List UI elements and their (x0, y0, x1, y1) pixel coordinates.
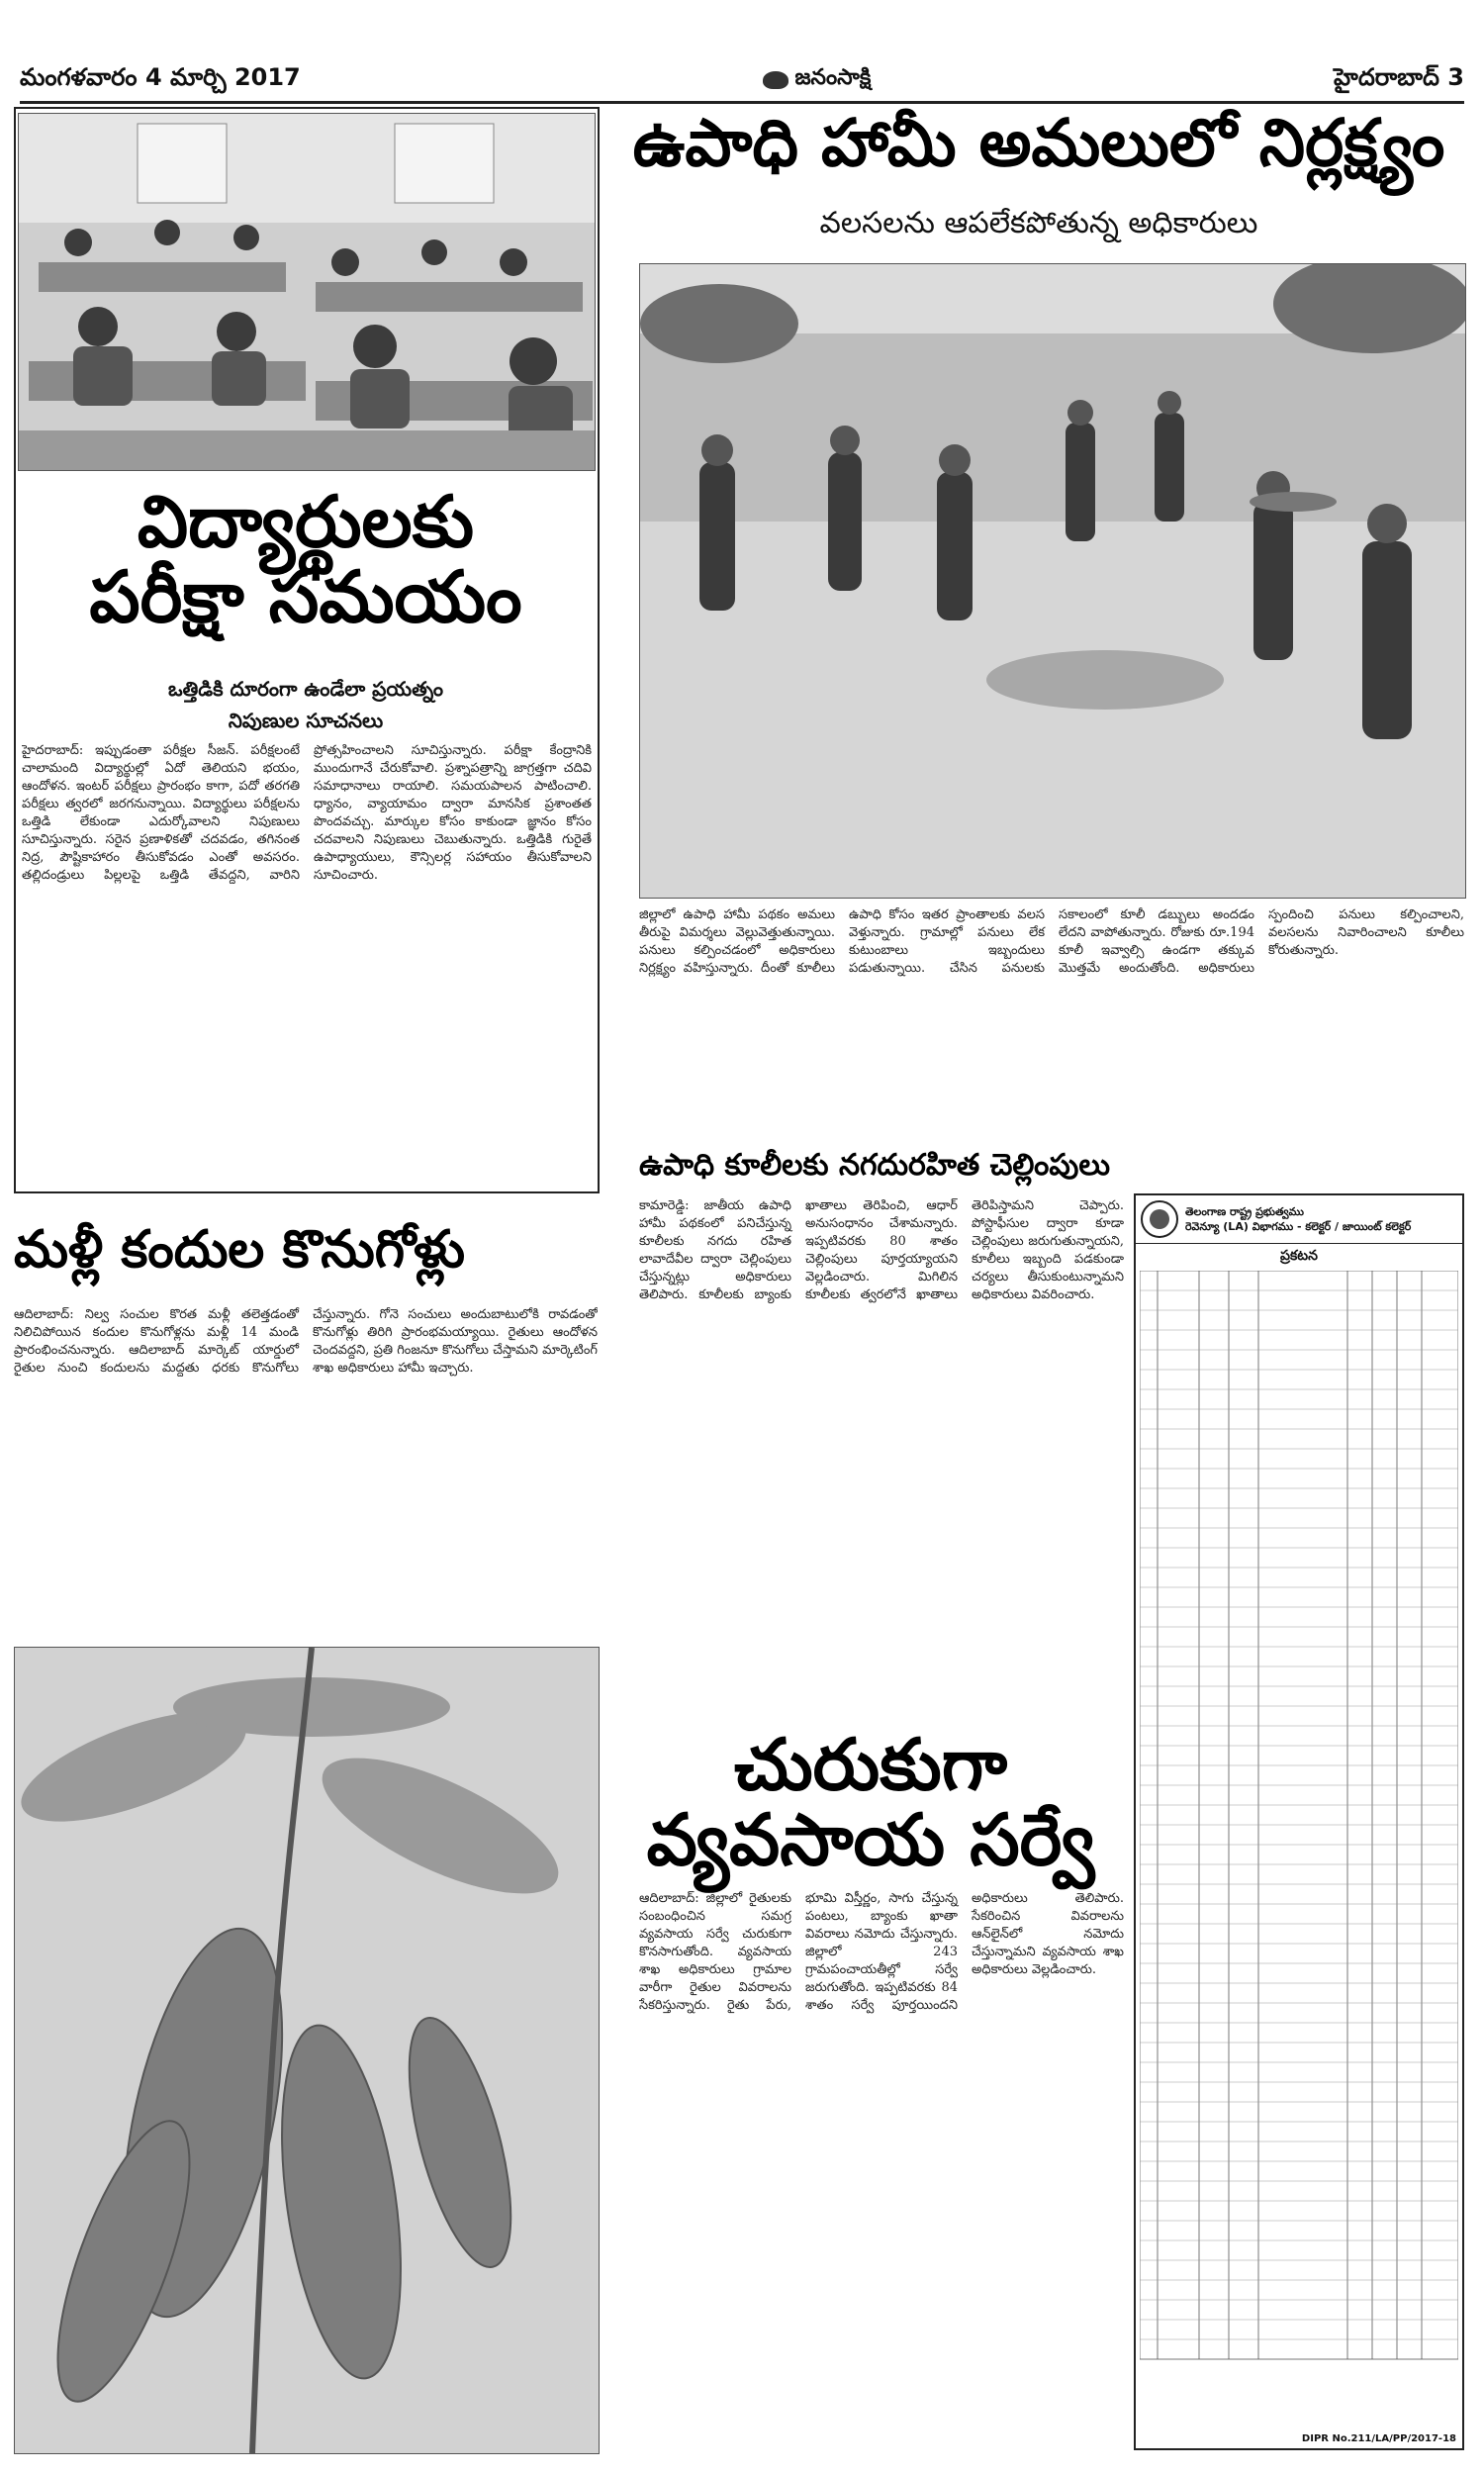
bird-icon (763, 71, 788, 89)
masthead-logo (763, 65, 871, 95)
govt-advertisement (1134, 1193, 1464, 2450)
box-border-left (14, 107, 16, 1193)
red-gram-plant-photo (14, 1647, 600, 2454)
red-gram-pods-illustration (15, 1648, 599, 2453)
masthead-rule (20, 101, 1464, 104)
upadhi-subhead: వలసలను ఆపలేకపోతున్న అధికారులు (819, 206, 1258, 240)
box-border-right (598, 107, 600, 1193)
survey-body: ఆదిలాబాద్: జిల్లాలో రైతులకు సంబంధించిన సమగ్ర వ్యవసాయ సర్వే చురుకుగా కొనసాగుతోంది. వ్యవసాయ శాఖ అధికారులు గ్రామాల వారీగా రైతుల వివరాలను సేకరిస్తున్నారు. రైతు పేరు, భూమి విస్తీర్ణం, సాగు చేస్తున్న పంటలు, బ్యాంకు ఖాతా వివరాలు నమోదు చేస్తున్నారు. జిల్లాలో 243 గ్రామపంచాయతీల్లో సర్వే జరుగుతోంది. ఇప్పటివరకు 84 శాతం సర్వే పూర్తయిందని అధికారులు తెలిపారు. సేకరించిన వివరాలను ఆన్‌లైన్‌లో నమోదు చేస్తున్నామని వ్యవసాయ శాఖ అధికారులు వెల్లడించారు. (639, 1891, 1124, 2013)
students-headline-line2: పరీక్షా సమయం (89, 554, 522, 638)
kandulu-body: ఆదిలాబాద్: నిల్వ సంచుల కొరత మళ్లీ తలెత్తడంతో నిలిచిపోయిన కందుల కొనుగోళ్లను మళ్లీ 14 మండి ప్రారంభించనున్నారు. ఆదిలాబాద్ మార్కెట్ యార్డులో రైతుల నుంచి కందులను మద్దతు ధరకు కొనుగోలు చేస్తున్నారు. గోనె సంచులు అందుబాటులోకి రావడంతో కొనుగోళ్లు తిరిగి ప్రారంభమయ్యాయి. రైతులు ఆందోళన చెందవద్దని, ప్రతి గింజనూ కొనుగోలు చేస్తామని మార్కెటింగ్ శాఖ అధికారులు హామీ ఇచ్చారు. (14, 1307, 598, 1376)
advert-dept: రెవెన్యూ (LA) విభాగము - కలెక్టర్ / జాయింట్ కలెక్టర్ (1185, 1220, 1412, 1233)
advert-table-grid (1140, 1271, 1458, 2409)
masthead-date: మంగళవారం 4 మార్చి 2017 (20, 63, 301, 91)
survey-headline-line2: వ్యవసాయ సర్వే (646, 1797, 1095, 1881)
students-subhead-line2: నిపుణుల సూచనలు (228, 709, 384, 732)
survey-headline (613, 1723, 1128, 1881)
advert-govt: తెలంగాణ రాష్ట్ర ప్రభుత్వము (1185, 1205, 1304, 1218)
upadhi-headline: ఉపాధి హామీ అమలులో నిర్లక్ష్యం (632, 105, 1445, 181)
wages-headline: ఉపాధి కూలీలకు నగదురహిత చెల్లింపులు (639, 1148, 1110, 1183)
box-border-top (14, 107, 600, 109)
advert-table-wrap (1136, 1271, 1462, 2409)
upadhi-workers-photo (639, 263, 1466, 899)
students-headline (24, 480, 588, 638)
students-headline-line1: విద్యార్థులకు (137, 480, 475, 563)
wages-body: కామారెడ్డి: జాతీయ ఉపాధి హామీ పథకంలో పనిచేస్తున్న కూలీలకు నగదు రహిత లావాదేవీల ద్వారా చెల్లింపులు చేస్తున్నట్లు అధికారులు తెలిపారు. కూలీలకు బ్యాంకు ఖాతాలు తెరిపించి, ఆధార్ అనుసంధానం చేశామన్నారు. ఇప్పటివరకు 80 శాతం చెల్లింపులు పూర్తయ్యాయని వెల్లడించారు. మిగిలిన కూలీలకు త్వరలోనే ఖాతాలు తెరిపిస్తామని చెప్పారు. పోస్టాఫీసుల ద్వారా కూడా చెల్లింపులు జరుగుతున్నాయని, కూలీలు ఇబ్బంది పడకుండా చర్యలు తీసుకుంటున్నామని అధికారులు వివరించారు. (639, 1198, 1124, 1302)
survey-headline-line1: చురుకుగా (733, 1723, 1008, 1806)
advert-title: ప్రకటన (1280, 1248, 1318, 1264)
masthead (20, 61, 1464, 99)
students-exam-photo (18, 113, 596, 471)
masthead-city-page: హైదరాబాద్ 3 (1334, 63, 1464, 91)
exam-hall-illustration (19, 114, 595, 470)
upadhi-body: జిల్లాలో ఉపాధి హామీ పథకం అమలు తీరుపై విమర్శలు వెల్లువెత్తుతున్నాయి. పనులు కల్పించడంలో అధికారులు నిర్లక్ష్యం వహిస్తున్నారు. దీంతో కూలీలు ఉపాధి కోసం ఇతర ప్రాంతాలకు వలస వెళ్తున్నారు. గ్రామాల్లో పనులు లేక కుటుంబాలు ఇబ్బందులు పడుతున్నాయి. చేసిన పనులకు సకాలంలో కూలీ డబ్బులు అందడం లేదని వాపోతున్నారు. రోజుకు రూ.194 కూలీ ఇవ్వాల్సి ఉండగా తక్కువ మొత్తమే అందుతోంది. అధికారులు స్పందించి పనులు కల్పించాలని, వలసలను నివారించాలని కూలీలు కోరుతున్నారు. (639, 907, 1464, 976)
telangana-emblem-icon (1140, 1199, 1179, 1239)
students-subhead (24, 673, 588, 736)
students-body: హైదరాబాద్: ఇప్పుడంతా పరీక్షల సీజన్. పరీక్షలంటే చాలామంది విద్యార్థుల్లో ఏదో తెలియని భయం, ఆందోళన. ఇంటర్ పరీక్షలు ప్రారంభం కాగా, పదో తరగతి పరీక్షలు త్వరలో జరగనున్నాయి. విద్యార్థులు పరీక్షలను ఒత్తిడి లేకుండా ఎదుర్కోవాలని నిపుణులు సూచిస్తున్నారు. సరైన ప్రణాళికతో చదవడం, తగినంత నిద్ర, పౌష్టికాహారం తీసుకోవడం ఎంతో అవసరం. తల్లిదండ్రులు పిల్లలపై ఒత్తిడి తేవద్దని, వారిని ప్రోత్సహించాలని సూచిస్తున్నారు. పరీక్షా కేంద్రానికి ముందుగానే చేరుకోవాలి. ప్రశ్నాపత్రాన్ని జాగ్రత్తగా చదివి సమాధానాలు రాయాలి. సమయపాలన పాటించాలి. ధ్యానం, వ్యాయామం ద్వారా మానసిక ప్రశాంతత పొందవచ్చు. మార్కుల కోసం కాకుండా జ్ఞానం కోసం చదవాలని నిపుణులు చెబుతున్నారు. ఒత్తిడికి గురైతే ఉపాధ్యాయులు, కౌన్సిలర్ల సహాయం తీసుకోవాలని సూచించారు. (22, 743, 592, 883)
masthead-paper: జనంసాక్షి (794, 65, 872, 90)
students-subhead-line1: ఒత్తిడికి దూరంగా ఉండేలా ప్రయత్నం (168, 677, 443, 701)
advert-ref: DIPR No.211/LA/PP/2017-18 (1301, 2433, 1456, 2444)
field-workers-illustration (640, 264, 1465, 898)
box-border-bottom (14, 1191, 600, 1193)
kandulu-headline: మళ్లీ కందుల కొనుగోళ్లు (14, 1220, 465, 1280)
